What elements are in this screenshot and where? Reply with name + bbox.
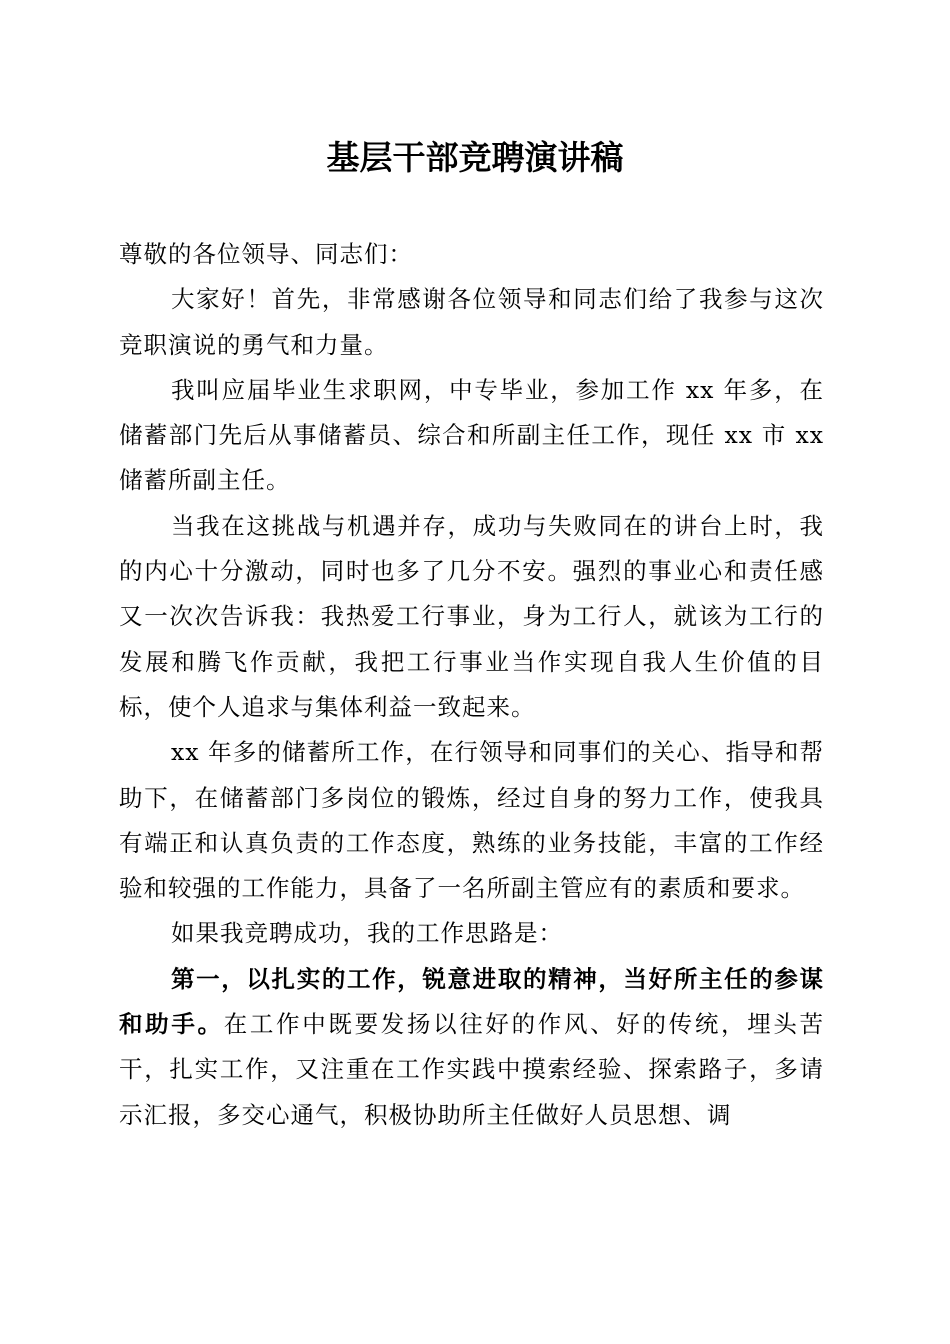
salutation: 尊敬的各位领导、同志们： [119,240,413,268]
paragraph: 我叫应届毕业生求职网，中专毕业，参加工作 xx 年多，在储蓄部门先后从事储蓄员、综合和所副主任工作，现任 xx 市 xx 储蓄所副主任。 [119,375,824,495]
paragraph: 当我在这挑战与机遇并存，成功与失败同在的讲台上时，我的内心十分激动，同时也多了几分不安。强烈的事业心和责任感又一次次告诉我：我热爱工行事业，身为工行人，就该为工行的发展和腾飞作贡献，我把工行事业当作实现自我人生价值的目标，使个人追求与集体利益一致起来。 [119,511,824,721]
document-body [119,232,824,1138]
paragraph: 大家好！首先，非常感谢各位领导和同志们给了我参与这次竞职演说的勇气和力量。 [119,285,824,359]
paragraph: xx 年多的储蓄所工作，在行领导和同事们的关心、指导和帮助下，在储蓄部门多岗位的锻炼，经过自身的努力工作，使我具有端正和认真负责的工作态度，熟练的业务技能，丰富的工作经验和较强的工作能力，具备了一名所副主管应有的素质和要求。 [119,738,824,903]
document-title: 基层干部竞聘演讲稿 [326,138,624,177]
paragraph: 如果我竞聘成功，我的工作思路是： [171,919,563,948]
paragraph-bold-lead: 第一，以扎实的工作，锐意进取的精神，当好所主任的参谋和助手。 [119,964,824,1039]
paragraph-rest: 在工作中既要发扬以往好的作风、好的传统，埋头苦干，扎实工作，又注重在工作实践中摸索经验、探索路子，多请示汇报，多交心通气，积极协助所主任做好人员思想、调 [119,1010,825,1129]
paragraph-first-point [119,957,824,1138]
